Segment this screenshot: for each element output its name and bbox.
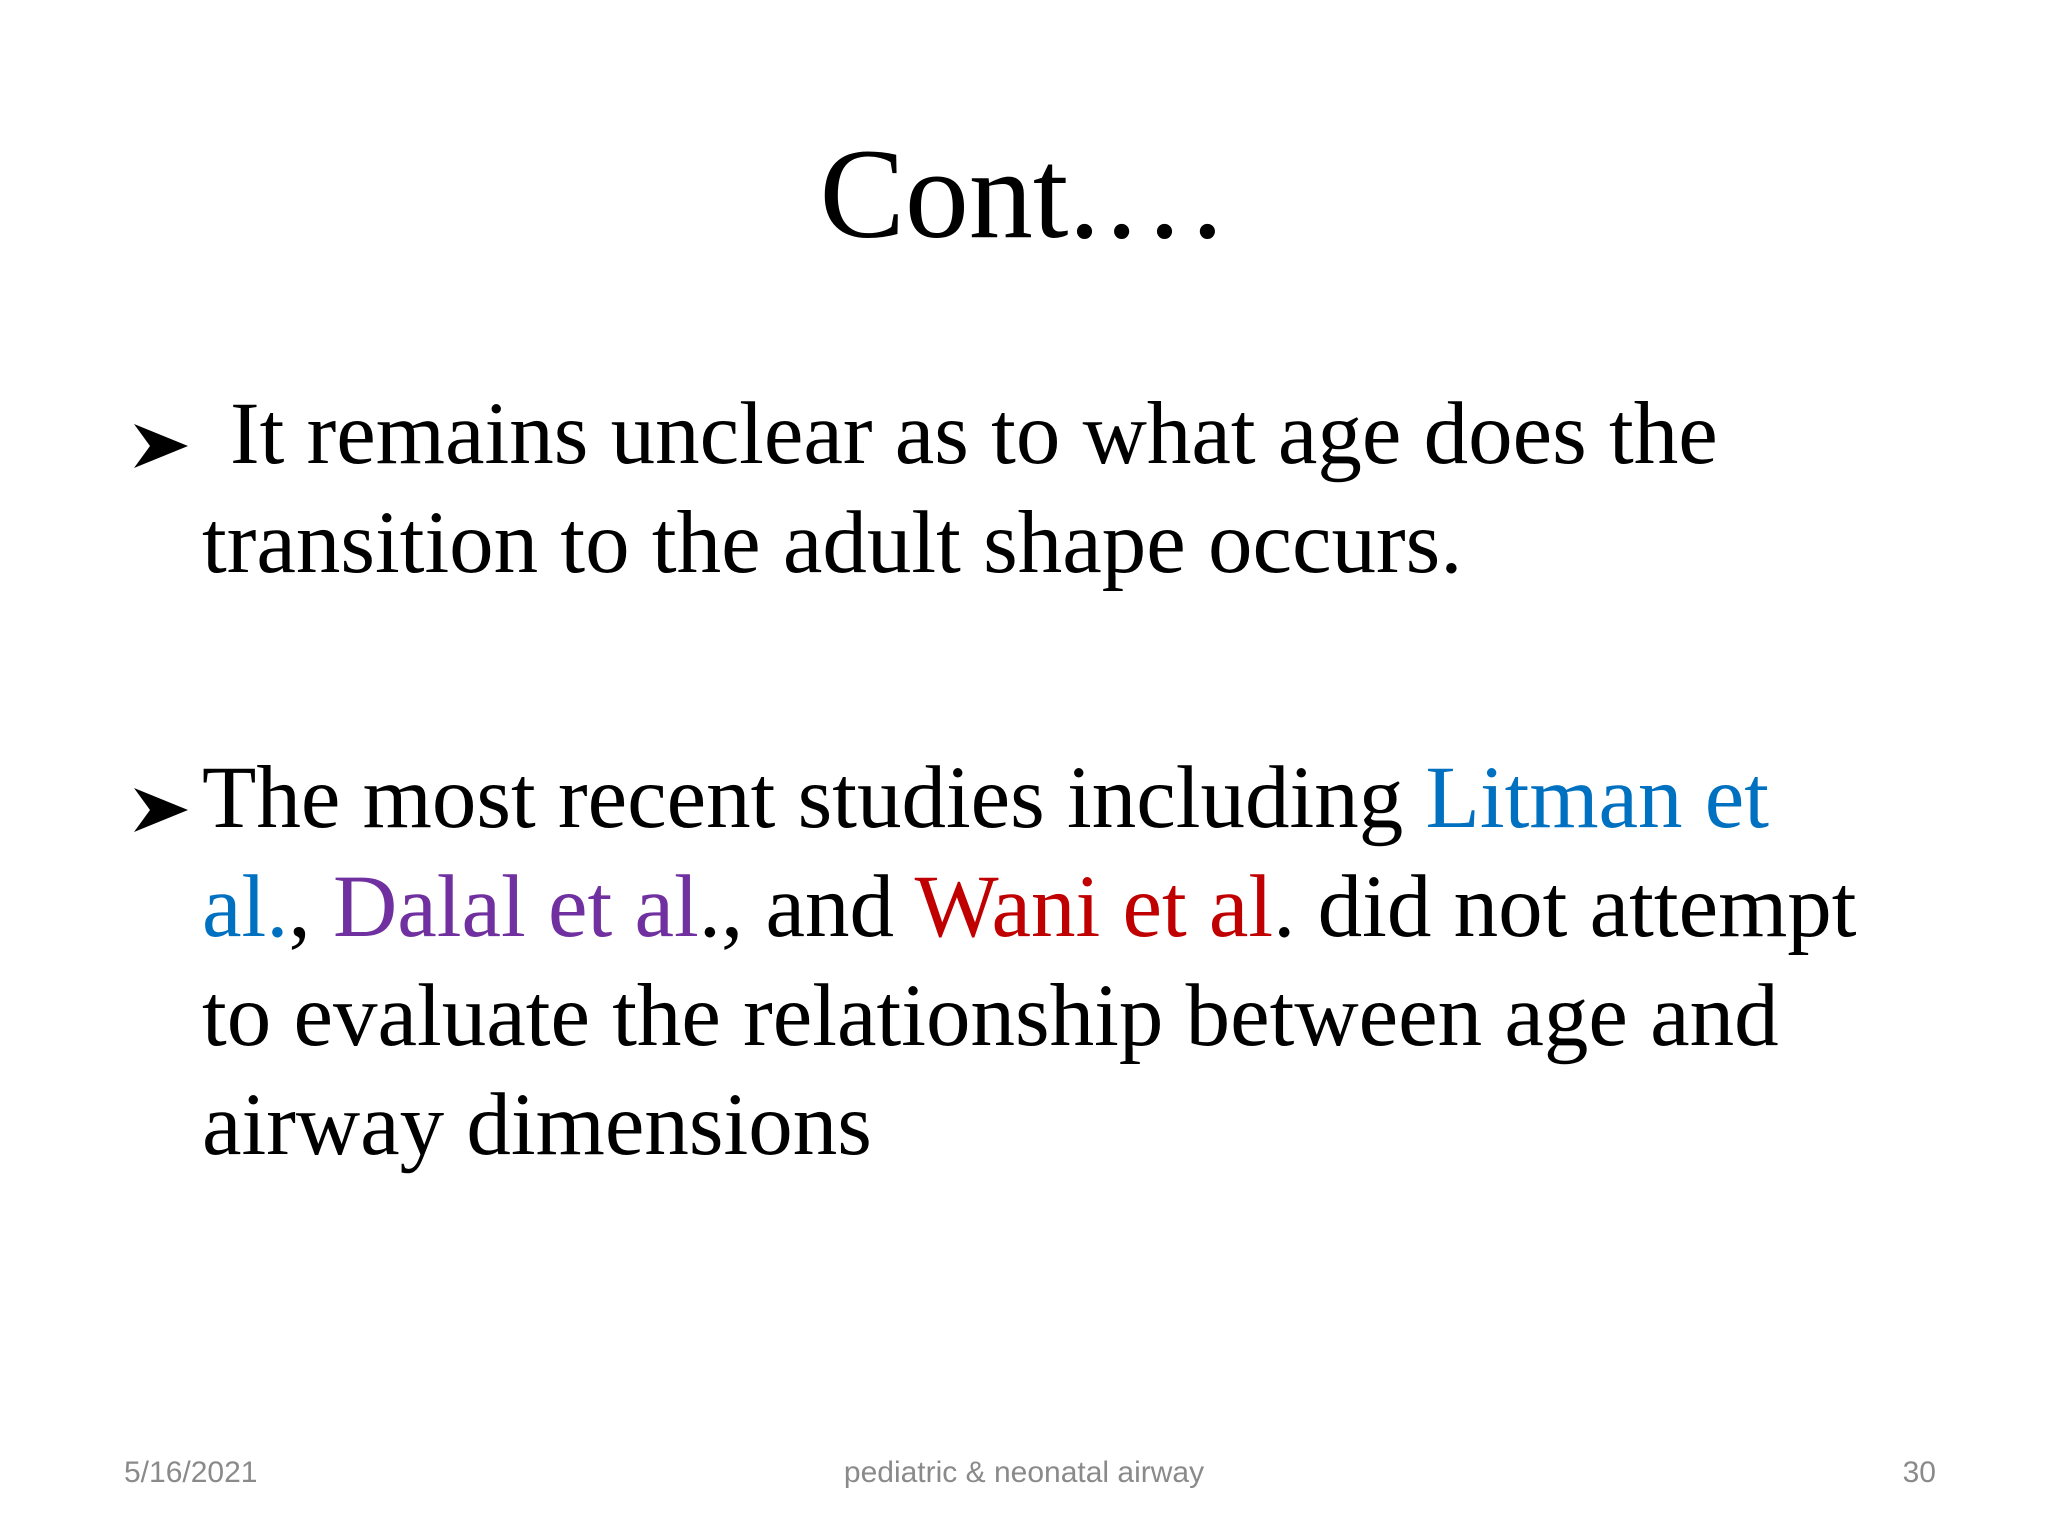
footer-date: 5/16/2021 (124, 1456, 258, 1489)
reference-litman: al. (202, 858, 289, 956)
slide-title: Cont.… (819, 123, 1229, 265)
bullet-line: transition to the adult shape occurs. (202, 494, 1463, 592)
footer-title: pediatric & neonatal airway (843, 1456, 1205, 1489)
bullet-item (130, 380, 1950, 598)
bullet-line: airway dimensions (202, 1076, 872, 1174)
bullet-text (202, 744, 1950, 1180)
arrowhead-bullet-icon (130, 380, 202, 489)
bullet-line: The most recent studies including Litman et (202, 749, 1770, 847)
bullet-text (202, 380, 1950, 598)
reference-wani: Wani et al (914, 858, 1274, 956)
bullet-line: to evaluate the relationship between age and (202, 967, 1779, 1065)
page-number: 30 (1902, 1456, 1936, 1489)
bullet-line: It remains unclear as to what age does the (230, 385, 1718, 483)
bullet-line: al., Dalal et al., and Wani et al. did not attempt (202, 858, 1857, 956)
bullet-item (130, 744, 1950, 1180)
arrowhead-bullet-icon (130, 744, 202, 853)
reference-dalal: Dalal et al (332, 858, 699, 956)
reference-litman: Litman et (1425, 749, 1770, 847)
